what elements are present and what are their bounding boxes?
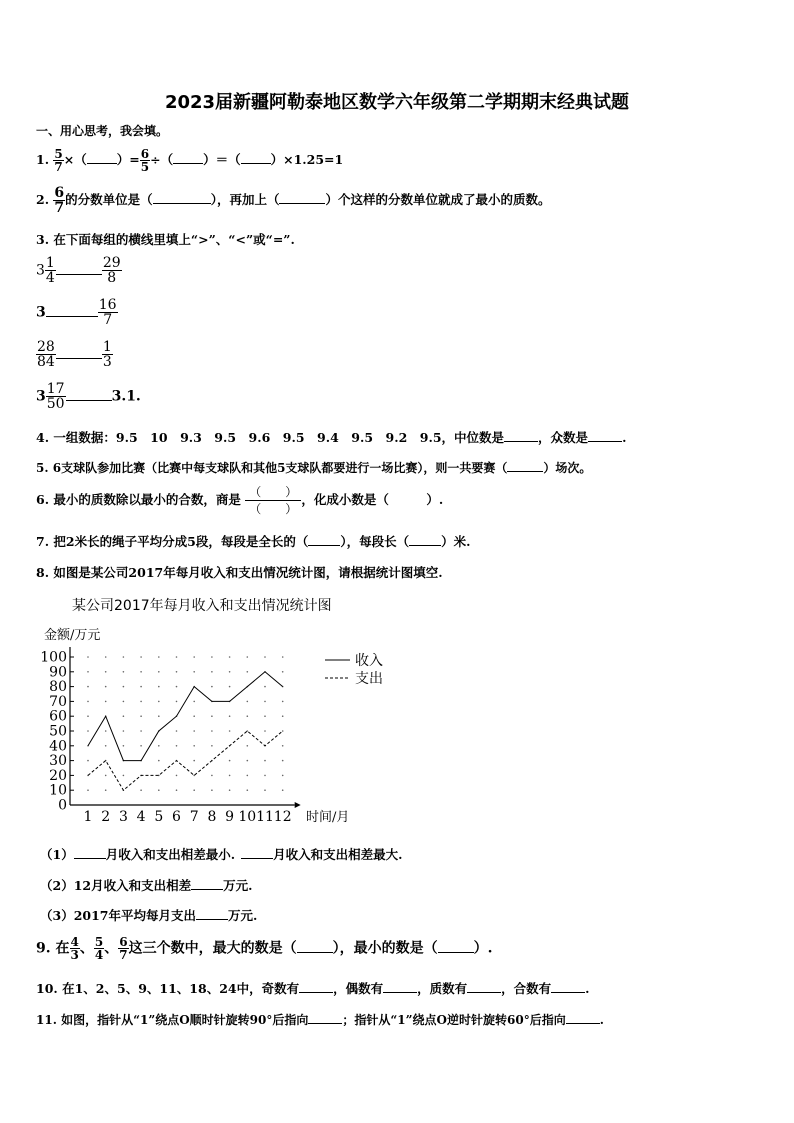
grid-dot xyxy=(211,686,213,688)
grid-dot xyxy=(247,656,249,658)
grid-dot xyxy=(87,671,89,673)
text: 月收入和支出相差最大. xyxy=(273,847,403,862)
fraction-blank[interactable] xyxy=(245,484,301,517)
y-tick-label: 70 xyxy=(49,693,67,710)
question-number: 7. xyxy=(36,534,50,549)
grid-dot xyxy=(229,730,231,732)
line-chart xyxy=(30,618,400,833)
numerator: 17 xyxy=(46,381,65,397)
grid-dot xyxy=(158,656,160,658)
answer-blank[interactable] xyxy=(308,545,340,546)
grid-dot xyxy=(140,656,142,658)
text: . xyxy=(585,981,590,996)
x-axis-label: 时间/月 xyxy=(306,810,350,825)
answer-blank[interactable] xyxy=(196,919,228,920)
whole-part: 3 xyxy=(36,304,46,321)
x-tick-label: 11 xyxy=(256,809,274,825)
grid-dot xyxy=(211,656,213,658)
grid-dot xyxy=(87,789,89,791)
grid-dot xyxy=(123,686,125,688)
chart-legend xyxy=(325,652,383,687)
answer-blank[interactable] xyxy=(56,274,102,275)
text: ）= xyxy=(116,152,140,167)
answer-blank[interactable] xyxy=(241,858,273,859)
y-tick-label: 30 xyxy=(49,753,67,770)
grid-dot xyxy=(176,775,178,777)
grid-dot xyxy=(105,656,107,658)
text: ，合数有 xyxy=(501,981,552,996)
answer-blank[interactable] xyxy=(279,203,325,204)
y-tick-label: 80 xyxy=(49,679,67,696)
compare-row-4 xyxy=(36,382,141,411)
grid-dot xyxy=(282,671,284,673)
grid-dot xyxy=(123,775,125,777)
text: ），最小的数是（ xyxy=(332,940,438,957)
grid-dot xyxy=(176,730,178,732)
x-tick-label: 9 xyxy=(225,809,235,825)
compare-row-2 xyxy=(36,298,118,327)
numerator: 28 xyxy=(37,339,55,355)
question-number: 11. xyxy=(36,1013,57,1027)
numerator: 1 xyxy=(102,339,112,355)
fraction xyxy=(45,256,56,285)
grid-dot xyxy=(282,789,284,791)
question-text: 一组数据：9.5 10 9.3 9.5 9.6 9.5 9.4 9.5 9.2 9.5，中位数是 xyxy=(53,430,505,445)
grid-dot xyxy=(229,715,231,717)
answer-blank[interactable] xyxy=(74,858,106,859)
grid-dot xyxy=(158,745,160,747)
grid-dot xyxy=(176,745,178,747)
grid-dot xyxy=(123,656,125,658)
whole-part: 3 xyxy=(36,262,45,279)
grid-dot xyxy=(264,701,266,703)
fraction xyxy=(102,256,122,285)
text: ），再加上（ xyxy=(210,192,280,207)
grid-dot xyxy=(158,715,160,717)
grid-dot xyxy=(158,701,160,703)
denominator: 4 xyxy=(45,270,55,286)
grid-dot xyxy=(211,730,213,732)
grid-dot xyxy=(282,715,284,717)
question-4 xyxy=(36,428,626,446)
grid-dot xyxy=(247,760,249,762)
denominator: 7 xyxy=(54,160,63,174)
separator: 、 xyxy=(79,940,94,957)
grid-dot xyxy=(105,671,107,673)
grid-dot xyxy=(176,686,178,688)
grid-dot xyxy=(211,715,213,717)
question-text: 如图，指针从“1”绕点O顺时针旋转90°后指向 xyxy=(61,1013,309,1027)
fraction xyxy=(36,340,56,369)
x-tick-label: 10 xyxy=(238,809,257,825)
chart-axes xyxy=(70,647,301,808)
grid-dot xyxy=(140,671,142,673)
answer-blank[interactable] xyxy=(308,1023,342,1024)
grid-dot xyxy=(247,715,249,717)
question-text: 如图是某公司2017年每月收入和支出情况统计图，请根据统计图填空. xyxy=(53,565,443,580)
denominator: 7 xyxy=(103,312,113,328)
part-label: （1） xyxy=(40,847,74,862)
answer-blank[interactable] xyxy=(241,163,271,164)
answer-blank[interactable] xyxy=(46,316,98,317)
grid-dot xyxy=(105,701,107,703)
y-tick-labels xyxy=(40,650,67,814)
answer-blank[interactable] xyxy=(173,163,203,164)
fraction xyxy=(46,382,66,411)
legend-label: 支出 xyxy=(355,671,383,687)
chart-grid xyxy=(87,656,283,791)
grid-dot xyxy=(193,789,195,791)
page-title: 2023届新疆阿勒泰地区数学六年级第二学期期末经典试题 xyxy=(164,92,630,113)
grid-dot xyxy=(282,701,284,703)
question-11 xyxy=(36,1011,604,1028)
grid-dot xyxy=(140,701,142,703)
grid-dot xyxy=(229,760,231,762)
grid-dot xyxy=(247,789,249,791)
text: ，化成小数是（ ）. xyxy=(301,492,444,507)
text: ，众数是 xyxy=(538,430,589,445)
grid-dot xyxy=(193,701,195,703)
grid-dot xyxy=(282,656,284,658)
x-tick-label: 3 xyxy=(118,809,128,825)
question-1 xyxy=(36,148,343,173)
numerator: 6 xyxy=(140,147,150,161)
question-text: 把2米长的绳子平均分成5段，每段是全长的（ xyxy=(53,534,309,549)
grid-dot xyxy=(247,701,249,703)
grid-dot xyxy=(105,745,107,747)
answer-blank[interactable] xyxy=(551,992,585,993)
grid-dot xyxy=(229,656,231,658)
legend-label: 收入 xyxy=(355,653,383,669)
question-8 xyxy=(36,563,443,581)
text: ，偶数有 xyxy=(333,981,384,996)
grid-dot xyxy=(87,656,89,658)
fraction xyxy=(53,148,63,173)
question-9 xyxy=(36,936,492,961)
grid-dot xyxy=(158,686,160,688)
grid-dot xyxy=(247,745,249,747)
text: 的分数单位是（ xyxy=(65,192,153,207)
text: 万元. xyxy=(228,908,258,923)
denominator: 5 xyxy=(140,160,150,174)
denominator: 7 xyxy=(54,200,65,216)
numerator: 16 xyxy=(98,297,117,313)
grid-dot xyxy=(176,789,178,791)
grid-dot xyxy=(176,701,178,703)
x-tick-label: 7 xyxy=(189,809,199,825)
grid-dot xyxy=(282,775,284,777)
answer-blank[interactable] xyxy=(504,441,538,442)
denominator: 84 xyxy=(37,354,55,370)
answer-blank[interactable] xyxy=(297,952,333,953)
question-number: 10. xyxy=(36,981,58,996)
grid-dot xyxy=(193,715,195,717)
grid-dot xyxy=(211,745,213,747)
grid-dot xyxy=(158,760,160,762)
grid-dot xyxy=(264,686,266,688)
fraction xyxy=(53,186,65,215)
question-number: 4. xyxy=(36,430,50,445)
text: ÷（ xyxy=(150,152,174,167)
answer-blank[interactable] xyxy=(588,441,622,442)
text: . xyxy=(599,1013,604,1027)
grid-dot xyxy=(264,760,266,762)
text: ）×1.25=1 xyxy=(270,152,344,167)
part-label: （3）2017年平均每月支出 xyxy=(40,908,196,923)
grid-dot xyxy=(264,775,266,777)
answer-blank[interactable] xyxy=(467,992,501,993)
grid-dot xyxy=(264,789,266,791)
question-7 xyxy=(36,532,470,550)
grid-dot xyxy=(140,745,142,747)
grid-dot xyxy=(193,730,195,732)
numerator: 1 xyxy=(45,255,55,271)
numerator: 6 xyxy=(119,935,128,949)
grid-dot xyxy=(211,789,213,791)
grid-dot xyxy=(123,745,125,747)
series-line-支出 xyxy=(88,731,283,790)
question-number: 2. xyxy=(36,192,50,207)
fraction xyxy=(140,148,150,173)
denominator-blank[interactable]: （ ） xyxy=(249,502,298,516)
grid-dot xyxy=(282,745,284,747)
grid-dot xyxy=(193,760,195,762)
question-8-part-1 xyxy=(40,845,402,863)
grid-dot xyxy=(247,671,249,673)
question-8-part-3 xyxy=(40,906,257,924)
y-tick-label: 100 xyxy=(40,649,67,666)
denominator: 7 xyxy=(119,948,128,962)
text: ）. xyxy=(473,940,493,957)
text: ）＝（ xyxy=(203,152,241,167)
x-tick-label: 5 xyxy=(154,809,164,825)
grid-dot xyxy=(87,686,89,688)
numerator: 5 xyxy=(94,935,104,949)
answer-blank[interactable] xyxy=(87,163,117,164)
grid-dot xyxy=(247,775,249,777)
grid-dot xyxy=(87,701,89,703)
section-heading: 一、用心思考，我会填。 xyxy=(36,124,169,138)
answer-blank[interactable] xyxy=(299,992,333,993)
fraction xyxy=(94,936,104,961)
grid-dot xyxy=(105,730,107,732)
text: ；指针从“1”绕点O逆时针旋转60°后指向 xyxy=(342,1013,566,1027)
text: 在 xyxy=(55,940,70,957)
grid-dot xyxy=(158,671,160,673)
text: ），每段长（ xyxy=(340,534,410,549)
question-text: 在下面每组的横线里填上“>”、“<”或“=”. xyxy=(53,232,295,247)
x-tick-label: 8 xyxy=(207,809,217,825)
grid-dot xyxy=(123,671,125,673)
grid-dot xyxy=(282,760,284,762)
denominator: 3 xyxy=(70,948,79,962)
text: ×（ xyxy=(63,152,87,167)
grid-dot xyxy=(229,671,231,673)
question-5 xyxy=(36,459,591,476)
question-8-part-2 xyxy=(40,876,252,894)
compare-row-1 xyxy=(36,256,122,285)
question-number: 3. xyxy=(36,232,50,247)
x-tick-label: 1 xyxy=(83,809,93,825)
compare-row-3 xyxy=(36,340,113,369)
fraction xyxy=(118,936,128,961)
text: ）米. xyxy=(441,534,471,549)
grid-dot xyxy=(264,656,266,658)
y-tick-label: 20 xyxy=(49,767,67,784)
question-text: 最小的质数除以最小的合数，商是 xyxy=(53,492,241,507)
grid-dot xyxy=(140,789,142,791)
denominator: 8 xyxy=(107,270,117,286)
grid-dot xyxy=(105,686,107,688)
x-axis-arrow-icon xyxy=(295,802,301,808)
answer-blank[interactable] xyxy=(383,992,417,993)
answer-blank[interactable] xyxy=(409,545,441,546)
denominator: 50 xyxy=(46,396,65,412)
text: . xyxy=(622,430,627,445)
text: ，质数有 xyxy=(417,981,468,996)
grid-dot xyxy=(193,656,195,658)
grid-dot xyxy=(158,789,160,791)
x-tick-label: 12 xyxy=(273,809,292,825)
grid-dot xyxy=(211,671,213,673)
grid-dot xyxy=(140,715,142,717)
denominator: 4 xyxy=(94,948,104,962)
x-tick-labels xyxy=(84,809,292,825)
chart-series xyxy=(88,672,283,790)
grid-dot xyxy=(140,686,142,688)
grid-dot xyxy=(87,715,89,717)
question-2 xyxy=(36,186,550,215)
question-3 xyxy=(36,230,295,248)
grid-dot xyxy=(105,789,107,791)
question-number: 9. xyxy=(36,940,51,957)
question-number: 6. xyxy=(36,492,50,507)
y-axis-label: 金额/万元 xyxy=(44,628,101,643)
grid-dot xyxy=(176,656,178,658)
question-number: 1. xyxy=(36,152,50,167)
question-number: 8. xyxy=(36,565,50,580)
denominator: 3 xyxy=(102,354,112,370)
grid-dot xyxy=(193,745,195,747)
y-tick-label: 40 xyxy=(49,738,67,755)
grid-dot xyxy=(264,715,266,717)
grid-dot xyxy=(229,775,231,777)
numerator: 4 xyxy=(70,935,79,949)
y-tick-label: 90 xyxy=(49,664,67,681)
series-line-收入 xyxy=(88,672,283,761)
answer-blank[interactable] xyxy=(66,400,112,401)
text: ）个这样的分数单位就成了最小的质数。 xyxy=(325,192,551,207)
numerator: 6 xyxy=(54,185,65,201)
grid-dot xyxy=(140,730,142,732)
grid-dot xyxy=(123,715,125,717)
grid-dot xyxy=(87,730,89,732)
numerator: 29 xyxy=(102,255,121,271)
grid-dot xyxy=(87,760,89,762)
y-tick-label: 0 xyxy=(58,797,67,814)
fraction xyxy=(70,936,80,961)
numerator: 5 xyxy=(54,147,63,161)
grid-dot xyxy=(105,775,107,777)
answer-blank[interactable] xyxy=(56,358,102,359)
y-tick-label: 10 xyxy=(49,782,67,799)
answer-blank[interactable] xyxy=(438,952,474,953)
answer-blank[interactable] xyxy=(191,889,223,890)
question-text: 6支球队参加比赛（比赛中每支球队和其他5支球队都要进行一场比赛），则一共要赛（ xyxy=(52,461,508,475)
grid-dot xyxy=(176,671,178,673)
grid-dot xyxy=(123,730,125,732)
separator: 、 xyxy=(104,940,119,957)
answer-blank[interactable] xyxy=(153,203,211,204)
grid-dot xyxy=(282,730,284,732)
part-label: （2）12月收入和支出相差 xyxy=(40,878,192,893)
x-tick-label: 2 xyxy=(101,809,111,825)
grid-dot xyxy=(123,701,125,703)
answer-blank[interactable] xyxy=(507,471,543,472)
text: ）场次。 xyxy=(543,461,592,475)
y-tick-label: 60 xyxy=(49,708,67,725)
chart-title: 某公司2017年每月收入和支出情况统计图 xyxy=(72,598,332,614)
x-tick-label: 6 xyxy=(172,809,181,825)
question-6 xyxy=(36,484,443,517)
grid-dot xyxy=(229,789,231,791)
grid-dot xyxy=(211,775,213,777)
question-number: 5. xyxy=(36,461,49,475)
text: 万元. xyxy=(223,878,253,893)
text: 这三个数中，最大的数是（ xyxy=(128,940,297,957)
answer-blank[interactable] xyxy=(566,1023,600,1024)
question-text: 在1、2、5、9、11、18、24中，奇数有 xyxy=(62,981,300,996)
fraction xyxy=(102,340,113,369)
whole-part: 3 xyxy=(36,388,46,405)
numerator-blank[interactable]: （ ） xyxy=(245,484,301,501)
compare-value: 3.1. xyxy=(111,388,141,405)
x-tick-label: 4 xyxy=(136,809,146,825)
text: 月收入和支出相差最小. xyxy=(105,847,236,862)
grid-dot xyxy=(193,671,195,673)
question-10 xyxy=(36,979,590,997)
grid-dot xyxy=(264,730,266,732)
fraction xyxy=(98,298,118,327)
grid-dot xyxy=(229,686,231,688)
y-tick-label: 50 xyxy=(49,723,67,740)
